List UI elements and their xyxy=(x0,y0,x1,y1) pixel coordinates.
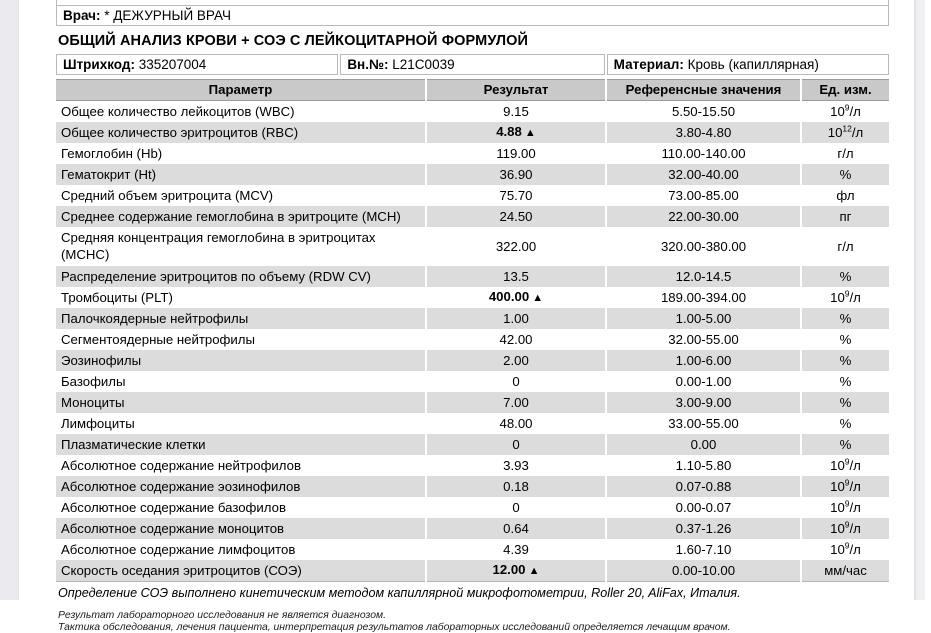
result-value: 322.00 xyxy=(495,238,537,254)
table-row xyxy=(56,371,889,392)
table-row xyxy=(56,560,889,582)
scrollbar-gutter xyxy=(915,0,931,600)
table-row xyxy=(56,497,889,518)
cell-reference-range: 22.00-30.00 xyxy=(606,206,801,227)
cell-reference-range: 0.37-1.26 xyxy=(606,518,801,539)
table-row xyxy=(56,101,889,122)
cell-reference-range: 33.00-55.00 xyxy=(606,413,801,434)
cell-reference-range: 0.00-0.07 xyxy=(606,497,801,518)
cell-parameter: Среднее содержание гемоглобина в эритроците (MCH) xyxy=(56,206,426,227)
result-value: 12.00 xyxy=(492,561,526,577)
unit-exponent: 9 xyxy=(844,477,850,488)
unit-exponent: 9 xyxy=(844,498,850,509)
cell-parameter: Абсолютное содержание эозинофилов xyxy=(56,476,426,497)
results-table xyxy=(56,79,889,582)
cell-reference-range: 1.60-7.10 xyxy=(606,539,801,560)
cell-reference-range: 12.0-14.5 xyxy=(606,266,801,287)
cell-reference-range: 189.00-394.00 xyxy=(606,287,801,308)
meta-row xyxy=(56,54,889,75)
cell-result xyxy=(426,539,606,560)
cell-unit: $10^9/л$ xyxy=(801,455,889,476)
cell-reference-range: 0.00 xyxy=(606,434,801,455)
disclaimer-line-2: Тактика обследования, лечения пациента, интерпретация результатов лабораторных исследований определяется лечащим врачом. xyxy=(58,621,731,633)
result-value: 42.00 xyxy=(499,331,533,347)
high-flag-icon: ▲ xyxy=(525,564,540,577)
cell-parameter: Общее количество лейкоцитов (WBC) xyxy=(56,101,426,122)
table-row xyxy=(56,185,889,206)
cell-parameter: Плазматические клетки xyxy=(56,434,426,455)
report-title: ОБЩИЙ АНАЛИЗ КРОВИ + СОЭ С ЛЕЙКОЦИТАРНОЙ ФОРМУЛОЙ xyxy=(58,33,529,49)
cell-parameter: Абсолютное содержание моноцитов xyxy=(56,518,426,539)
cell-unit: фл xyxy=(801,185,889,206)
barcode-label: Штрихкод: xyxy=(63,57,135,72)
cell-reference-range: 3.00-9.00 xyxy=(606,392,801,413)
cell-parameter: Абсолютное содержание лимфоцитов xyxy=(56,539,426,560)
cell-reference-range: 0.00-1.00 xyxy=(606,371,801,392)
cell-reference-range: 32.00-55.00 xyxy=(606,329,801,350)
result-value: 36.90 xyxy=(499,166,533,182)
barcode-value: 335207004 xyxy=(138,57,207,72)
material-field xyxy=(607,54,889,75)
table-row xyxy=(56,122,889,143)
col-header-unit: Ед. изм. xyxy=(801,80,889,101)
result-value: 7.00 xyxy=(503,394,529,410)
result-value: 4.88 xyxy=(496,123,522,139)
table-row xyxy=(56,308,889,329)
cell-parameter: Общее количество эритроцитов (RBC) xyxy=(56,122,426,143)
cell-result xyxy=(426,329,606,350)
cell-reference-range: 320.00-380.00 xyxy=(606,227,801,266)
table-body xyxy=(56,101,889,582)
doctor-field xyxy=(56,5,889,26)
cell-result xyxy=(426,350,606,371)
cell-reference-range: 0.07-0.88 xyxy=(606,476,801,497)
disclaimer-line-1: Результат лабораторного исследования не является диагнозом. xyxy=(58,609,386,621)
cell-parameter: Тромбоциты (PLT) xyxy=(56,287,426,308)
cell-unit: % xyxy=(801,266,889,287)
cell-parameter: Палочкоядерные нейтрофилы xyxy=(56,308,426,329)
cell-result xyxy=(426,455,606,476)
result-value: 24.50 xyxy=(499,208,533,224)
cell-result xyxy=(426,143,606,164)
unit-exponent: 9 xyxy=(844,102,850,113)
cell-result xyxy=(426,164,606,185)
result-value: 0 xyxy=(512,373,520,389)
doctor-label: Врач: xyxy=(63,8,101,23)
high-flag-icon: ▲ xyxy=(521,126,536,139)
high-flag-icon: ▲ xyxy=(529,291,544,304)
cell-result xyxy=(426,122,606,143)
cell-unit: % xyxy=(801,434,889,455)
cell-result xyxy=(426,371,606,392)
cell-result xyxy=(426,227,606,266)
table-row xyxy=(56,329,889,350)
table-row xyxy=(56,227,889,266)
cell-parameter: Моноциты xyxy=(56,392,426,413)
table-row xyxy=(56,476,889,497)
result-value: 400.00 xyxy=(488,288,530,304)
disclaimer-block xyxy=(56,609,889,633)
cell-result xyxy=(426,101,606,122)
cell-reference-range: 0.00-10.00 xyxy=(606,560,801,582)
cell-result xyxy=(426,392,606,413)
table-row xyxy=(56,413,889,434)
cell-reference-range: 5.50-15.50 xyxy=(606,101,801,122)
doctor-row xyxy=(56,5,889,26)
result-value: 0.64 xyxy=(503,520,529,536)
cell-result xyxy=(426,518,606,539)
cell-result xyxy=(426,413,606,434)
unit-exponent: 9 xyxy=(844,456,850,467)
vertical-scrollbar[interactable] xyxy=(915,0,925,600)
cell-unit: г/л xyxy=(801,227,889,266)
cell-reference-range: 73.00-85.00 xyxy=(606,185,801,206)
cell-parameter: Скорость оседания эритроцитов (СОЭ) xyxy=(56,560,426,582)
cell-parameter: Распределение эритроцитов по объему (RDW CV) xyxy=(56,266,426,287)
cell-parameter: Гематокрит (Ht) xyxy=(56,164,426,185)
result-value: 0.18 xyxy=(503,478,529,494)
doctor-value: * ДЕЖУРНЫЙ ВРАЧ xyxy=(104,8,231,23)
cell-result xyxy=(426,308,606,329)
table-row xyxy=(56,539,889,560)
lab-report xyxy=(56,0,889,633)
result-value: 4.39 xyxy=(503,541,529,557)
table-row xyxy=(56,518,889,539)
col-header-parameter: Параметр xyxy=(56,80,426,101)
cell-parameter: Базофилы xyxy=(56,371,426,392)
result-value: 13.5 xyxy=(503,268,529,284)
table-head xyxy=(56,80,889,101)
cell-unit: % xyxy=(801,350,889,371)
cell-reference-range: 3.80-4.80 xyxy=(606,122,801,143)
cell-unit: мм/час xyxy=(801,560,889,582)
table-row xyxy=(56,266,889,287)
cell-unit: $10^9/л$ xyxy=(801,101,889,122)
cell-unit: $10^9/л$ xyxy=(801,497,889,518)
result-value: 75.70 xyxy=(499,187,533,203)
cell-result xyxy=(426,560,606,582)
unit-exponent: 9 xyxy=(844,540,850,551)
unit-exponent: 9 xyxy=(844,519,850,530)
cell-reference-range: 1.00-5.00 xyxy=(606,308,801,329)
cell-result xyxy=(426,206,606,227)
method-note: Определение СОЭ выполнено кинетическим методом капиллярной микрофотометрии, Roller 20, AliFax, Италия. xyxy=(58,585,741,600)
table-row xyxy=(56,143,889,164)
table-row xyxy=(56,434,889,455)
internal-number-label: Вн.№: xyxy=(347,57,389,72)
result-value: 119.00 xyxy=(496,145,536,161)
cell-unit: % xyxy=(801,329,889,350)
result-value: 3.93 xyxy=(503,457,529,473)
cell-parameter: Эозинофилы xyxy=(56,350,426,371)
cell-unit: г/л xyxy=(801,143,889,164)
result-value: 0 xyxy=(512,436,520,452)
cell-unit: $10^9/л$ xyxy=(801,539,889,560)
cell-result xyxy=(426,434,606,455)
result-value: 48.00 xyxy=(499,415,533,431)
cell-result xyxy=(426,185,606,206)
cell-parameter: Средняя концентрация гемоглобина в эритроцитах (MCHC) xyxy=(56,227,426,266)
col-header-result: Результат xyxy=(426,80,606,101)
table-row xyxy=(56,287,889,308)
unit-exponent: 9 xyxy=(844,288,850,299)
cell-result xyxy=(426,266,606,287)
table-row xyxy=(56,164,889,185)
cell-unit: % xyxy=(801,371,889,392)
unit-exponent: 12 xyxy=(842,123,852,134)
material-value: Кровь (капиллярная) xyxy=(687,57,819,72)
cell-unit: % xyxy=(801,308,889,329)
cell-unit: $10^{12}/л$ xyxy=(801,122,889,143)
table-row xyxy=(56,350,889,371)
cell-result xyxy=(426,476,606,497)
cell-parameter: Сегментоядерные нейтрофилы xyxy=(56,329,426,350)
internal-number-value: L21C0039 xyxy=(392,57,455,72)
cell-unit: % xyxy=(801,392,889,413)
cell-unit: % xyxy=(801,413,889,434)
cell-reference-range: 32.00-40.00 xyxy=(606,164,801,185)
col-header-reference: Референсные значения xyxy=(606,80,801,101)
cell-unit: пг xyxy=(801,206,889,227)
material-label: Материал: xyxy=(613,57,684,72)
cell-result xyxy=(426,497,606,518)
cell-unit: $10^9/л$ xyxy=(801,287,889,308)
internal-number-field xyxy=(340,54,604,75)
barcode-field xyxy=(56,54,338,75)
result-value: 9.15 xyxy=(503,103,529,119)
cell-reference-range: 1.10-5.80 xyxy=(606,455,801,476)
cell-unit: $10^9/л$ xyxy=(801,476,889,497)
table-row xyxy=(56,392,889,413)
cell-result xyxy=(426,287,606,308)
cell-reference-range: 1.00-6.00 xyxy=(606,350,801,371)
cell-reference-range: 110.00-140.00 xyxy=(606,143,801,164)
result-value: 0 xyxy=(512,499,520,515)
cell-unit: $10^9/л$ xyxy=(801,518,889,539)
result-value: 1.00 xyxy=(503,310,529,326)
table-row xyxy=(56,455,889,476)
cell-parameter: Средний объем эритроцита (MCV) xyxy=(56,185,426,206)
document-page xyxy=(18,0,915,633)
cell-parameter: Абсолютное содержание базофилов xyxy=(56,497,426,518)
cell-unit: % xyxy=(801,164,889,185)
table-row xyxy=(56,206,889,227)
cell-parameter: Лимфоциты xyxy=(56,413,426,434)
table-header-row xyxy=(56,80,889,101)
cell-parameter: Абсолютное содержание нейтрофилов xyxy=(56,455,426,476)
result-value: 2.00 xyxy=(503,352,529,368)
cell-parameter: Гемоглобин (Hb) xyxy=(56,143,426,164)
